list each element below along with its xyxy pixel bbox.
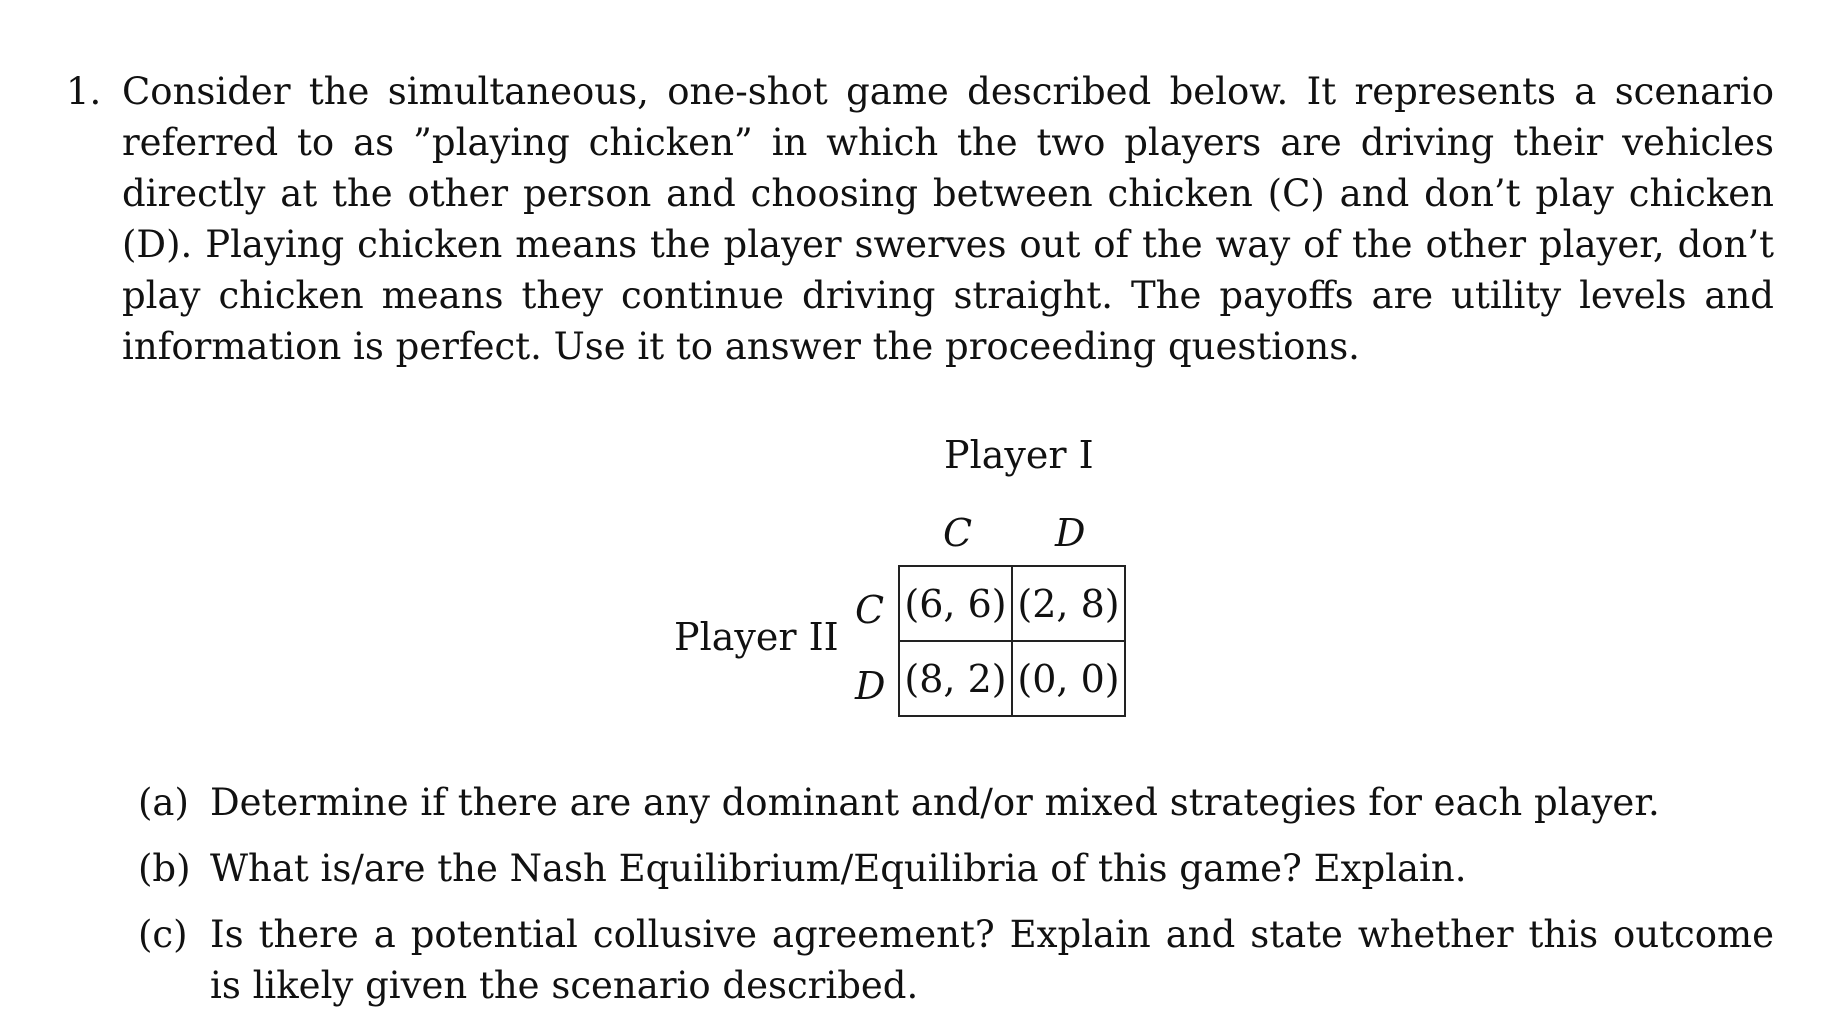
subquestion-label: (a) — [138, 781, 189, 824]
row-strategy-c: C — [855, 588, 885, 632]
column-strategy-d: D — [1055, 511, 1086, 555]
subquestion-label: (c) — [138, 913, 188, 956]
payoff-cell: (2, 8) — [1012, 566, 1125, 641]
column-player-label: Player I — [944, 433, 1094, 477]
subquestion-label: (b) — [138, 847, 191, 890]
payoff-row-c — [899, 566, 1125, 641]
subquestion-text: Determine if there are any dominant and/or mixed strategies for each player. — [210, 781, 1660, 824]
payoff-row-d — [899, 641, 1125, 716]
payoff-matrix — [898, 565, 1126, 717]
column-strategy-c: C — [943, 511, 973, 555]
payoff-cell: (0, 0) — [1012, 641, 1125, 716]
row-strategy-d: D — [855, 664, 886, 708]
subquestion-text: Is there a potential collusive agreement? Explain and state whether this outcome is likely given the scenario described. — [210, 913, 1774, 1007]
subquestion-text: What is/are the Nash Equilibrium/Equilibria of this game? Explain. — [210, 847, 1467, 890]
question-number: 1. — [66, 70, 102, 113]
payoff-cell: (8, 2) — [899, 641, 1012, 716]
question-text: Consider the simultaneous, one-shot game described below. It represents a scenario referred to as ”playing chicken” in which the two players are driving their vehicles directly at the other person and choosing between chicken (C) and don’t play chicken (D). Playing chicken means the player swerves out of the way of the other player, don’t play chicken means they continue driving straight. The payoffs are utility levels and information is perfect. Use it to answer the proceeding questions. — [122, 70, 1774, 368]
row-player-label: Player II — [674, 615, 839, 659]
payoff-cell: (6, 6) — [899, 566, 1012, 641]
